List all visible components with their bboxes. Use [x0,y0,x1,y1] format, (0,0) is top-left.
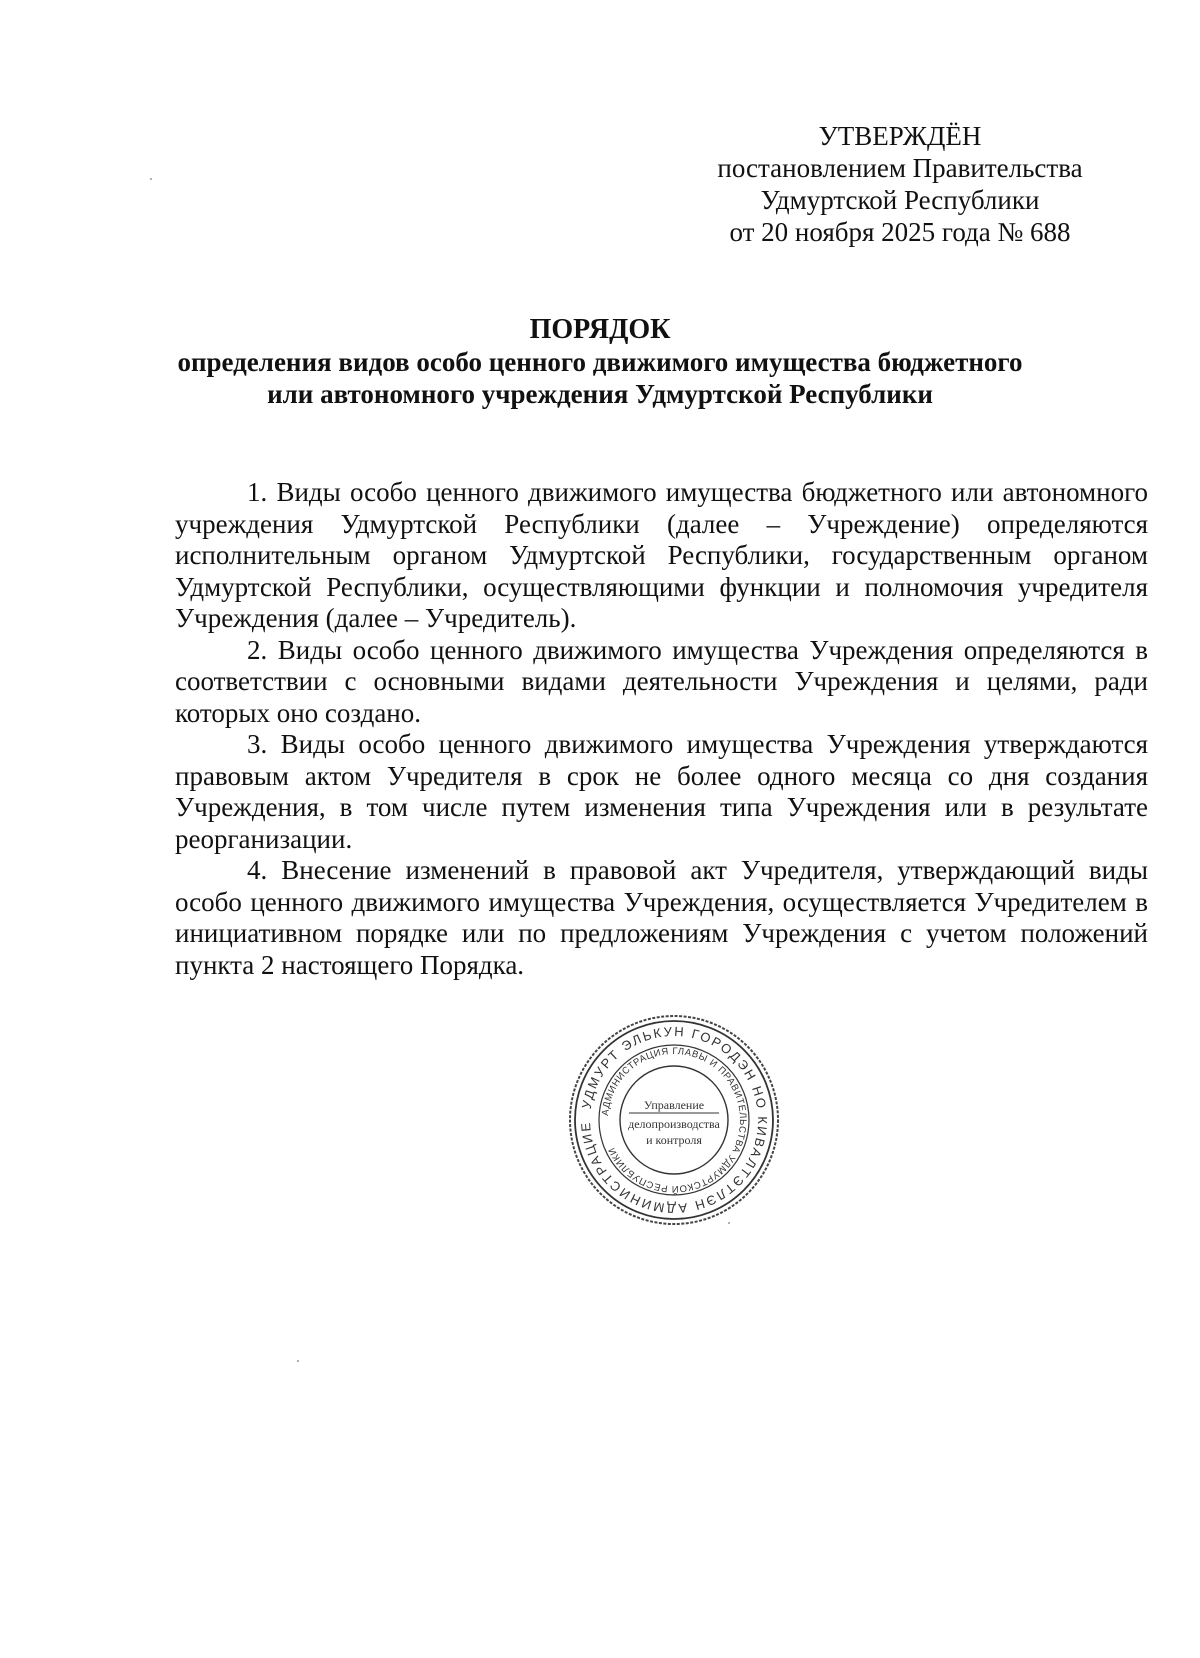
document-subtitle: или автономного учреждения Удмуртской Республики [267,379,933,409]
approval-line: Удмуртской Республики [760,185,1040,215]
seal-graphic [567,1013,781,1227]
paragraph: 1. Виды особо ценного движимого имущества бюджетного или автономного учреждения Удмуртской Республики (далее – Учреждение) определяются исполнительным органом Удмуртской Республики, государственным органом Удмуртской Республики, осуществляющими функции и полномочия учредителя Учреждения (далее – Учредитель). [175,477,1148,633]
scan-speck [728,1222,730,1224]
seal-center-line: и контроля [646,1133,702,1147]
document-title: ПОРЯДОК [529,314,671,345]
document-subtitle: определения видов особо ценного движимого имущества бюджетного [177,347,1023,377]
document-title-block [150,314,1050,410]
approval-heading: УТВЕРЖДЁН [818,121,982,151]
seal-outer-text: УДМУРТ ЭЛЬКУН ГОРОДЭН НО КИВАЛТЭТЛЭН АДМИНИСТРАЦИЕ [577,1023,771,1217]
seal-center-line: Управление [643,1098,705,1112]
seal-center-line: делопроизводства [628,1117,720,1131]
paragraph: 2. Виды особо ценного движимого имущества Учреждения определяются в соответствии с основными видами деятельности Учреждения и целями, ради которых оно создано. [175,634,1148,728]
document-body [175,477,1148,981]
approval-date-line: от 20 ноября 2025 года № 688 [729,217,1071,247]
paragraph: 4. Внесение изменений в правовой акт Учредителя, утверждающий виды особо ценного движимого имущества Учреждения, осуществляется Учредителем в инициативном порядке или по предложениям Учреждения с учетом положений пункта 2 настоящего Порядка. [175,855,1148,980]
paragraph: 3. Виды особо ценного движимого имущества Учреждения утверждаются правовым актом Учредителя в срок не более одного месяца со дня создания Учреждения, в том числе путем изменения типа Учреждения или в результате реорганизации. [175,729,1148,854]
scan-speck [297,1360,299,1362]
scan-speck [150,178,152,180]
official-seal [567,1013,781,1227]
approval-line: постановлением Правительства [717,153,1083,183]
seal-inner-text: АДМИНИСТРАЦИЯ ГЛАВЫ И ПРАВИТЕЛЬСТВА УДМУРТСКОЙ РЕСПУБЛИКИ [600,1045,749,1195]
approval-block [690,120,1110,248]
